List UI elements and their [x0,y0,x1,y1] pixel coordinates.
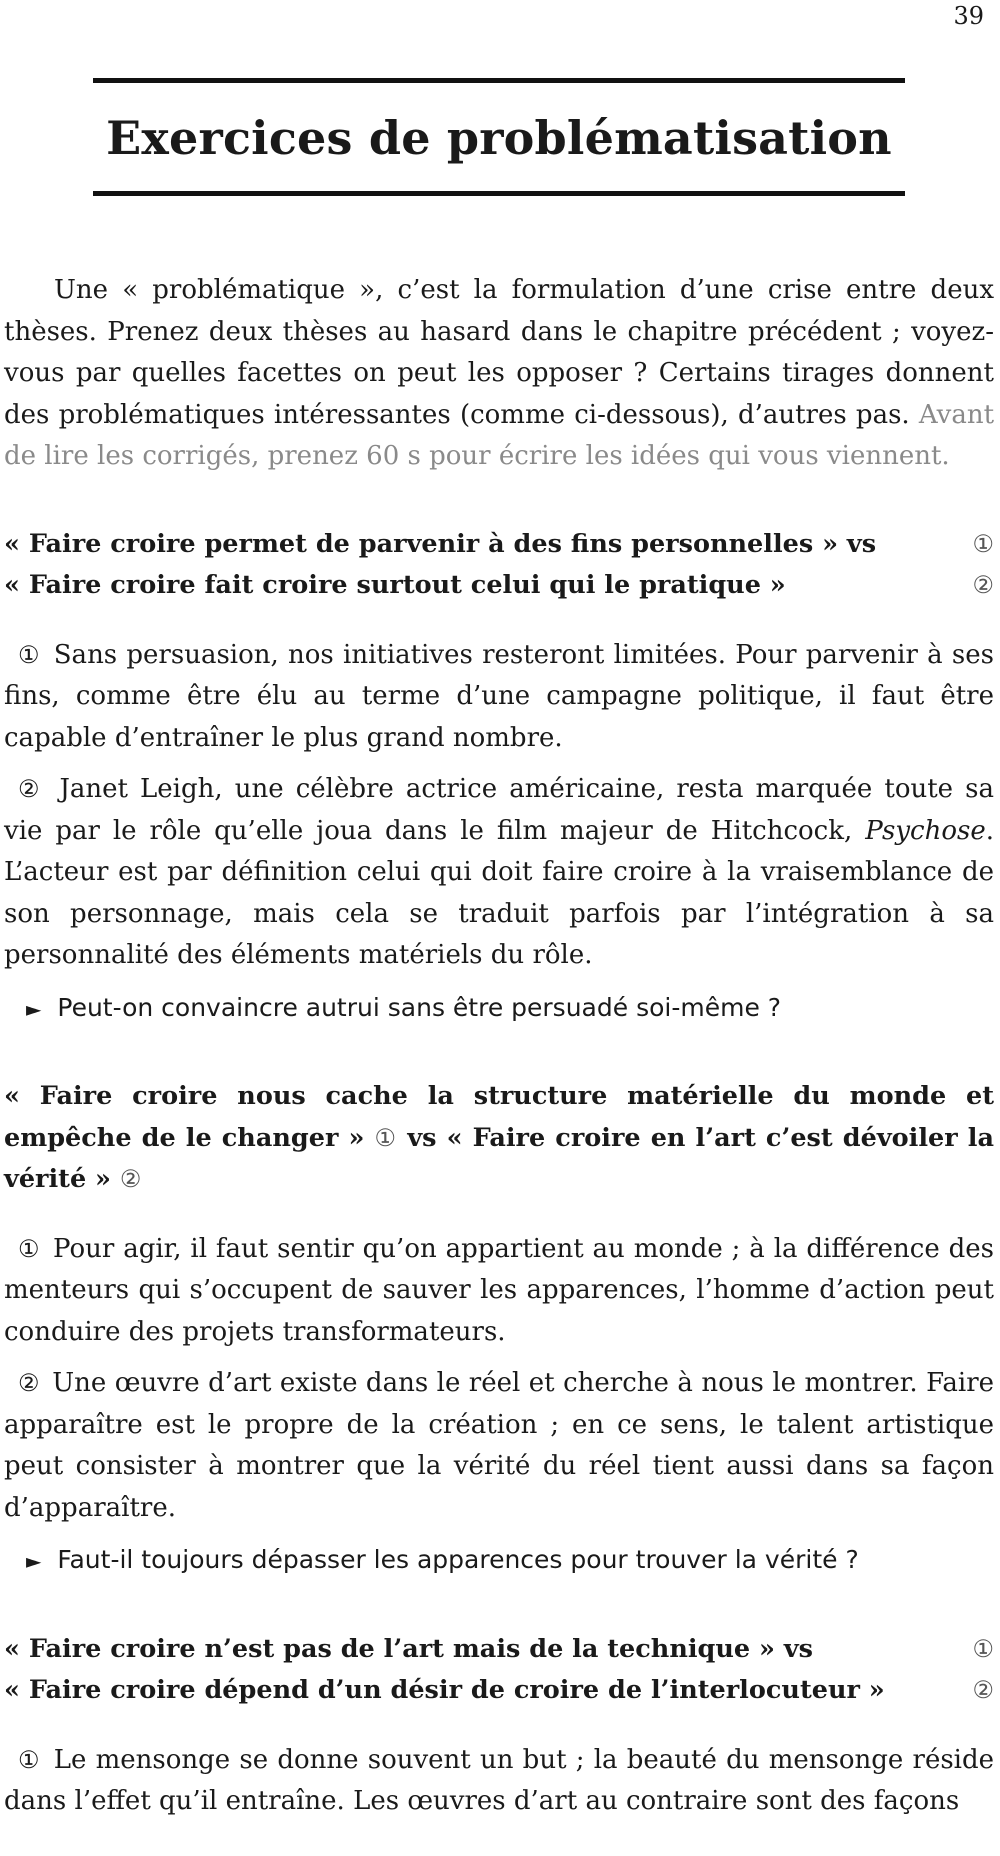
exercise-1-theses [4,524,994,607]
exercise-3-answer-1-text: Le mensonge se donne souvent un but ; la beauté du mensonge réside dans l’effet qu’il entraîne. Les œuvres d’art au contraire sont des façons [4,1744,995,1816]
exercise-2-marker-1: ① [374,1123,398,1152]
exercise-1 [4,524,994,1031]
exercise-1-thesis-2-line [4,565,994,607]
exercise-2-answer-1 [4,1229,994,1354]
intro-grey-text: Avant de lire les corrigés, prenez 60 s pour écrire les idées qui vous viennent. [4,399,995,471]
intro-paragraph [4,270,994,478]
exercise-3-marker-2: ② [972,1676,994,1704]
exercise-1-answer-2-num: ② [18,775,44,803]
exercise-2 [4,1076,994,1583]
exercise-1-answer-1-num: ① [18,640,41,669]
exercise-3-thesis-1: « Faire croire n’est pas de l’art mais de la technique » vs [4,1633,814,1664]
exercise-3-answers [4,1740,994,1823]
exercise-1-question [4,987,994,1031]
exercise-1-answer-2-text-a: Janet Leigh, une célèbre actrice américaine, resta marquée toute sa vie par le rôle qu’elle joua dans le film majeur de Hitchcock, [4,774,995,846]
page-title: Exercices de problématisation [106,111,892,165]
intro-text: Une « problématique », c’est la formulation d’une crise entre deux thèses. Prenez deux thèses au hasard dans le chapitre précédent ; voyez-vous par quelles facettes on peut les opposer ? Certains tirages donnent des problématiques intéressantes (comme ci-dessous), d’autres pas. [4,275,994,430]
exercise-2-question [4,1539,994,1583]
exercise-3-answer-1-num: ① [18,1745,41,1774]
title-rule-top [93,78,905,83]
exercise-3-answer-1 [4,1740,994,1823]
exercise-3-theses [4,1629,994,1712]
exercise-3-thesis-2-line [4,1670,994,1712]
exercise-3-thesis-1-line [4,1629,994,1671]
exercise-2-thesis-1: « Faire croire nous cache la structure matérielle du monde et empêche de le changer » [4,1081,994,1153]
title-rule-bottom [93,191,905,196]
exercise-2-answer-2 [4,1363,994,1529]
exercise-1-thesis-2: « Faire croire fait croire surtout celui qui le pratique » [4,570,786,600]
title-block [93,78,905,196]
exercise-1-marker-2: ② [972,571,994,599]
exercise-2-answer-1-num: ① [18,1234,41,1263]
exercise-1-thesis-1-line [4,524,994,566]
exercise-2-marker-2: ② [119,1165,142,1193]
exercise-1-answer-1 [4,635,994,760]
exercise-2-thesis-2: vs « Faire croire en l’art c’est dévoiler la vérité » [4,1122,994,1194]
exercise-1-marker-1: ① [972,529,994,558]
triangle-bullet-icon: ► [26,1549,42,1573]
triangle-bullet-icon: ► [26,996,42,1021]
exercise-2-answers [4,1229,994,1583]
exercise-1-answers [4,635,994,1031]
exercise-1-question-text: Peut-on convaincre autrui sans être persuadé soi-même ? [57,992,782,1022]
page-content [4,270,994,1833]
exercise-1-answer-2-text-b: . L’acteur est par définition celui qui doit faire croire à la vraisemblance de son personnage, mais cela se traduit parfois par l’intégration à sa personnalité des éléments matériels du rôle. [4,815,994,970]
exercise-2-answer-2-num: ② [18,1369,40,1397]
page-number: 39 [953,2,984,30]
exercise-3-marker-1: ① [972,1634,994,1663]
exercise-1-thesis-1: « Faire croire permet de parvenir à des fins personnelles » vs [4,528,877,559]
exercise-2-answer-2-text: Une œuvre d’art existe dans le réel et cherche à nous le montrer. Faire apparaître est le propre de la création ; en ce sens, le talent artistique peut consister à montrer que la vérité du réel tient aussi dans sa façon d’apparaître. [4,1368,995,1523]
exercise-3-thesis-2: « Faire croire dépend d’un désir de croire de l’interlocuteur » [4,1675,885,1705]
exercise-1-answer-1-text: Sans persuasion, nos initiatives resteront limitées. Pour parvenir à ses fins, comme être élu au terme d’une campagne politique, il faut être capable d’entraîner le plus grand nombre. [4,639,994,753]
exercise-2-question-text: Faut-il toujours dépasser les apparences pour trouver la vérité ? [57,1545,859,1574]
exercise-1-answer-2 [4,769,994,977]
exercise-3 [4,1629,994,1823]
exercise-2-answer-1-text: Pour agir, il faut sentir qu’on appartient au monde ; à la différence des menteurs qui s’occupent de sauver les apparences, l’homme d’action peut conduire des projets transformateurs. [4,1233,994,1347]
exercise-1-answer-2-film: Psychose [865,815,986,846]
exercise-2-theses [4,1076,994,1201]
